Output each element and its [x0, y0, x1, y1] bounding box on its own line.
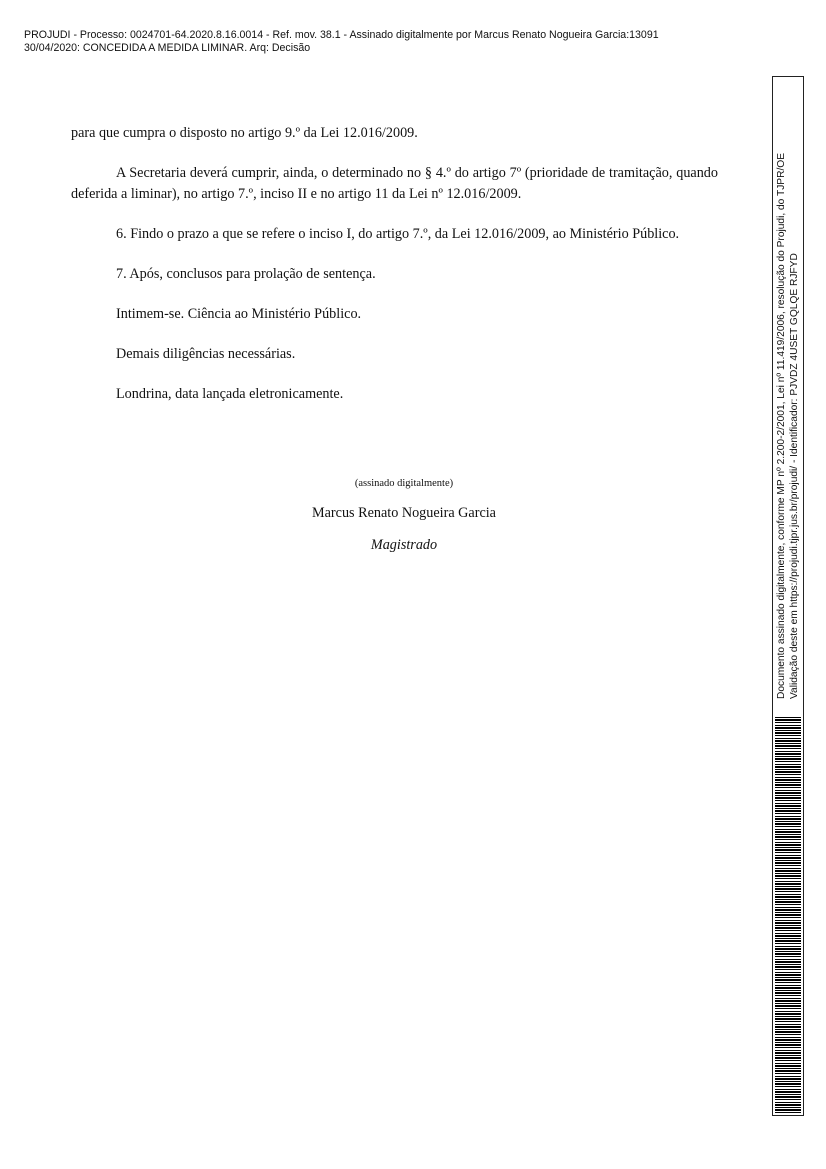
stamp-text: [775, 79, 801, 699]
paragraph-diligencias: Demais diligências necessárias.: [116, 346, 296, 362]
stamp-validation-line: Validação deste em https://projudi.tjpr.jus.br/projudi/ - Identificador: PJVDZ 4USET GQLQE RJFYD: [789, 253, 800, 699]
paragraph-place-date: Londrina, data lançada eletronicamente.: [116, 386, 344, 402]
digital-signature-stamp: [772, 76, 804, 1116]
paragraph-item-6: 6. Findo o prazo a que se refere o inciso I, do artigo 7.º, da Lei 12.016/2009, ao Ministério Público.: [116, 226, 680, 242]
signature-note: (assinado digitalmente): [354, 478, 454, 489]
stamp-signature-line: Documento assinado digitalmente, conforme MP nº 2.200-2/2001, Lei nº 11.419/2006, resolução do Projudi, do TJPR/OE: [776, 152, 787, 699]
paragraph-intimem: Intimem-se. Ciência ao Ministério Público.: [116, 306, 362, 322]
signer-name: Marcus Renato Nogueira Garcia: [312, 505, 496, 521]
paragraph-article-9: para que cumpra o disposto no artigo 9.º da Lei 12.016/2009.: [71, 125, 418, 141]
barcode-icon: [775, 717, 801, 1113]
document-header: [24, 29, 764, 55]
paragraph-secretaria: A Secretaria deverá cumprir, ainda, o determinado no § 4.º do artigo 7º (prioridade de tramitação, quando deferida a liminar), no artigo 7.º, inciso II e no artigo 11 da Lei nº 12.016/2009.: [71, 165, 718, 202]
header-process-line: PROJUDI - Processo: 0024701-64.2020.8.16.0014 - Ref. mov. 38.1 - Assinado digitalmente por Marcus Renato Nogueira Garcia:13091: [24, 29, 659, 41]
document-body: [71, 123, 718, 424]
signer-role: Magistrado: [370, 537, 438, 553]
paragraph-item-7: 7. Após, conclusos para prolação de sentença.: [116, 266, 376, 282]
header-decision-line: 30/04/2020: CONCEDIDA A MEDIDA LIMINAR. Arq: Decisão: [24, 42, 311, 54]
